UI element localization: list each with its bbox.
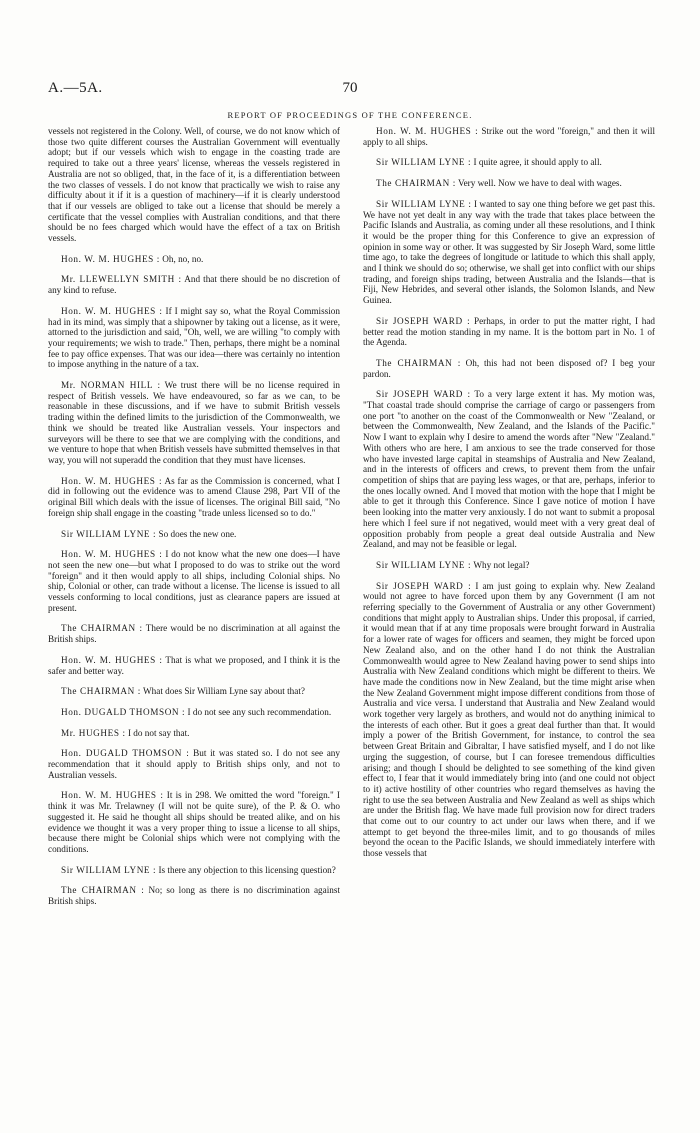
speech-paragraph [48, 623, 340, 644]
speaker-name: Sir WILLIAM LYNE : [61, 864, 157, 875]
speech-paragraph [48, 885, 340, 906]
speaker-name: Hon. W. M. HUGHES : [61, 654, 163, 665]
speech-text: I am just going to explain why. New Zealand would not agree to have forced upon them by any Government (I am not referring specially to the Government of Australia or any other Government) conditions that might apply to Australian ships. Under this proposal, if carried, it would mean that if at any time proposals were brought forward in Australia for a lower rate of wages for officers and seamen, they might be forced upon New Zealand also, and on the other hand I do not think the Australian Commonwealth would agree to New Zealand having power to send ships into Australia with New Zealand conditions which might be different to theirs. We have made the conditions now in New Zealand, but the time might arise when the New Zealand Government might impose different conditions from those of Australia and vice versa. I understand that Australia and New Zealand would work together very largely as brothers, and would not do anything inimical to the interests of each other. But it goes a great deal further than that. It would imply a power of the British Government, for instance, to control the sea between Great Britain and Gibraltar, I have satisfied myself, and I do not like urging the suggestion, of course, but I can foresee tremendous difficulties arising; and though I should be delighted to see something of the kind given effect to, I fear that it would immediately bring into (and one could not object to it) active hostility of other countries who regard themselves as having the right to use the sea between Australia and New Zealand as well as ships which are under the British flag. We have made full provision now for direct traders that come out to our country to act under our laws when there, and if we attempt to get beyond the three-miles limit, and to go thousands of miles beyond the ocean to the Pacific Islands, we should immediately interfere with those vessels that [363, 580, 655, 859]
speaker-name: Sir WILLIAM LYNE : [61, 528, 157, 539]
speech-text: To a very large extent it has. My motion was, "That coastal trade should comprise the carriage of cargo or passengers from one port "to another on the coast of the Commonwealth or New "Zealand, or between the Commonwealth, New Zealand, and the Islands of the Pacific." Now I want to explain why I desire to amend the words after "New "Zealand." With others who are here, I am anxious to see the trade conserved for those who have invested large capital in steamships of Australia and New Zealand, and in the interests of officers and crews, to prevent them from the unfair competition of ships that are paying less wages, or that are, perhaps, inferior to the ones locally owned. And I moved that motion with the hope that I might be able to get it through this Conference. Since I gave notice of motion I have been looking into the matter very anxiously. I do not want to submit a proposal here which I feel sure if not negatived, would meet with a very great deal of opposition probably from people a great deal outside Australia and New Zealand, and may not be feasible or legal. [363, 389, 655, 550]
speaker-name: The CHAIRMAN : [376, 178, 456, 189]
report-code: A.—5A. [48, 80, 103, 96]
speech-text: So does the new one. [156, 528, 237, 539]
speech-text: We trust there will be no license required in respect of British vessels. We have endeavoured, so far as we can, to be reasonable in these discussions, and if we have to submit British vessels trading within the defined limits to the jurisdiction of the Commonwealth, we think we should be treated like Australian vessels. Your inspectors and surveyors will be there to see that we are complying with the conditions, and we venture to hope that when British vessels have submitted themselves in that way, you will not superadd the condition that they must have licenses. [48, 380, 340, 465]
speech-text: Perhaps, in order to put the matter right, I had better read the motion standing in my name. It is the bottom part in No. 1 of the Agenda. [363, 315, 655, 348]
speech-text: I do not see any such recommendation. [185, 706, 332, 717]
speech-paragraph [363, 199, 655, 306]
speech-text: Oh, this had not been disposed of? I beg your pardon. [363, 357, 656, 379]
speaker-name: Mr. HUGHES : [61, 727, 126, 738]
speech-text: What does Sir William Lyne say about that? [140, 686, 305, 697]
running-head: REPORT OF PROCEEDINGS OF THE CONFERENCE. [227, 110, 473, 120]
speech-text: I wanted to say one thing before we get past this. We have not yet dealt in any way with the trade that takes place between the Pacific Islands and Australia, as coming under all these resolutions, and I think it would be the proper thing for this Conference to give an expression of opinion in some way or other. It was suggested by Sir Joseph Ward, some little time ago, to take the degrees of longitude or latitude to which this shall apply, and I think we should do so; otherwise, we shall get into conflict with our ships trading, and foreign ships trading, between Australia and the Islands—that is Fiji, New Hebrides, and several other islands, the Solomon Islands, and New Guinea. [363, 198, 655, 306]
speaker-name: Hon. W. M. HUGHES : [61, 253, 160, 264]
speech-paragraph [363, 316, 655, 348]
speech-paragraph [48, 865, 340, 876]
speech-text: If I might say so, what the Royal Commission had in its mind, was simply that a shipowner by taking out a license, as it were, attorned to the jurisdiction and said, "Oh, well, we are willing "to comply with your requirements; we wish to trade." Then, perhaps, there might be a nominal fee to pay office expenses. That was our idea—there was certainly no intention to impose anything in the nature of a tax. [48, 305, 340, 370]
speaker-name: Sir WILLIAM LYNE : [376, 198, 472, 209]
speech-text: I do not say that. [125, 727, 190, 738]
speech-paragraph [363, 126, 655, 147]
speech-paragraph [48, 380, 340, 466]
speech-text: Very well. Now we have to deal with wages. [455, 178, 622, 189]
speech-text: It is in 298. We omitted the word "foreign." I think it was Mr. Trelawney (I will not be quite sure), of the P. & O. who suggested it. He said he thought all ships should be treated alike, and on his evidence we thought it was a very proper thing to issue a license to all ships, because there might be Colonial ships which were not complying with the conditions. [48, 790, 340, 854]
speech-paragraph [48, 274, 340, 295]
speech-text: As far as the Commission is concerned, what I did in following out the evidence was to amend Clause 298, Part VII of the original Bill which deals with the issue of licenses. The original Bill said, "No foreign ship shall engage in the coasting "trade unless licensed so to do." [48, 475, 340, 518]
speaker-name: The CHAIRMAN : [61, 623, 143, 634]
speaker-name: Hon. W. M. HUGHES : [376, 126, 479, 136]
speaker-name: Sir JOSEPH WARD : [376, 389, 471, 400]
speech-paragraph [48, 748, 340, 780]
speech-paragraph [48, 126, 340, 244]
speech-paragraph [363, 358, 655, 379]
speaker-name: The CHAIRMAN : [376, 357, 461, 368]
speech-paragraph [363, 389, 655, 550]
page-number: 70 [342, 80, 358, 96]
speech-text: Is there any objection to this licensing question? [156, 864, 336, 875]
speech-paragraph [48, 686, 340, 697]
speech-text: No; so long as there is no discrimination against British ships. [48, 885, 340, 907]
right-column [363, 126, 655, 869]
speaker-name: The CHAIRMAN : [61, 686, 141, 697]
speech-text: But it was stated so. I do not see any recommendation that it should apply to British ships only, and not to Australian vessels. [48, 748, 340, 780]
speaker-name: Sir JOSEPH WARD : [376, 315, 471, 326]
speech-paragraph [48, 476, 340, 519]
speaker-name: The CHAIRMAN : [61, 885, 145, 896]
speech-text: Oh, no, no. [159, 253, 204, 264]
speech-paragraph [48, 306, 340, 370]
speech-paragraph [363, 157, 655, 168]
speaker-name: Mr. NORMAN HILL : [61, 380, 161, 391]
speech-text: I quite agree, it should apply to all. [471, 157, 602, 168]
speaker-name: Hon. W. M. HUGHES : [61, 305, 163, 316]
speech-paragraph [48, 655, 340, 676]
speech-text: And that there should be no discretion of any kind to refuse. [48, 274, 340, 296]
left-column [48, 126, 340, 917]
speech-text: vessels not registered in the Colony. Well, of course, we do not know which of those two quite different courses the Australian Government will eventually adopt; but if our vessels which wish to engage in the coasting trade are required to take out a three years' license, whereas the vessels registered in Australia are not so obliged, that, in the face of it, is a differentiation between the two classes of vessels. I do not know that practically we wish to raise any difficulty about it if it is a question of machinery—if it is clearly understood that if our vessels are obliged to take out a license that should be merely a certificate that the vessel complies with Australian conditions, and that there should be no fees charged which would have the effect of a tax on British vessels. [48, 126, 340, 244]
speaker-name: Sir JOSEPH WARD : [376, 580, 472, 591]
speech-paragraph [48, 790, 340, 854]
speaker-name: Hon. W. M. HUGHES : [61, 475, 163, 486]
speech-paragraph [48, 549, 340, 613]
speaker-name: Hon. W. M. HUGHES : [61, 790, 164, 801]
speech-paragraph [48, 529, 340, 540]
speaker-name: Hon. DUGALD THOMSON : [61, 748, 190, 759]
speaker-name: Sir WILLIAM LYNE : [376, 559, 472, 570]
page-header [48, 80, 652, 100]
speaker-name: Sir WILLIAM LYNE : [376, 157, 472, 168]
speech-paragraph [48, 254, 340, 265]
speaker-name: Mr. LLEWELLYN SMITH : [61, 274, 182, 285]
speech-text: Strike out the word "foreign," and then it will apply to all ships. [363, 126, 655, 147]
speech-paragraph [48, 707, 340, 718]
speech-text: Why not legal? [471, 559, 530, 570]
speaker-name: Hon. DUGALD THOMSON : [61, 706, 186, 717]
speech-text: I do not know what the new one does—I have not seen the new one—but what I proposed to do was to strike out the word "foreign" and it then would apply to all ships, including Colonial ships. No ship, Colonial or other, can trade without a license. The license is issued to all vessels conforming to local conditions, just as clearance papers are issued at present. [48, 549, 340, 613]
speech-paragraph [363, 178, 655, 189]
speech-paragraph [363, 560, 655, 571]
speech-paragraph [363, 581, 655, 859]
speech-paragraph [48, 728, 340, 739]
speech-text: There would be no discrimination at all against the British ships. [48, 623, 340, 645]
speaker-name: Hon. W. M. HUGHES : [61, 549, 163, 560]
speech-text: That is what we proposed, and I think it is the safer and better way. [48, 654, 340, 676]
